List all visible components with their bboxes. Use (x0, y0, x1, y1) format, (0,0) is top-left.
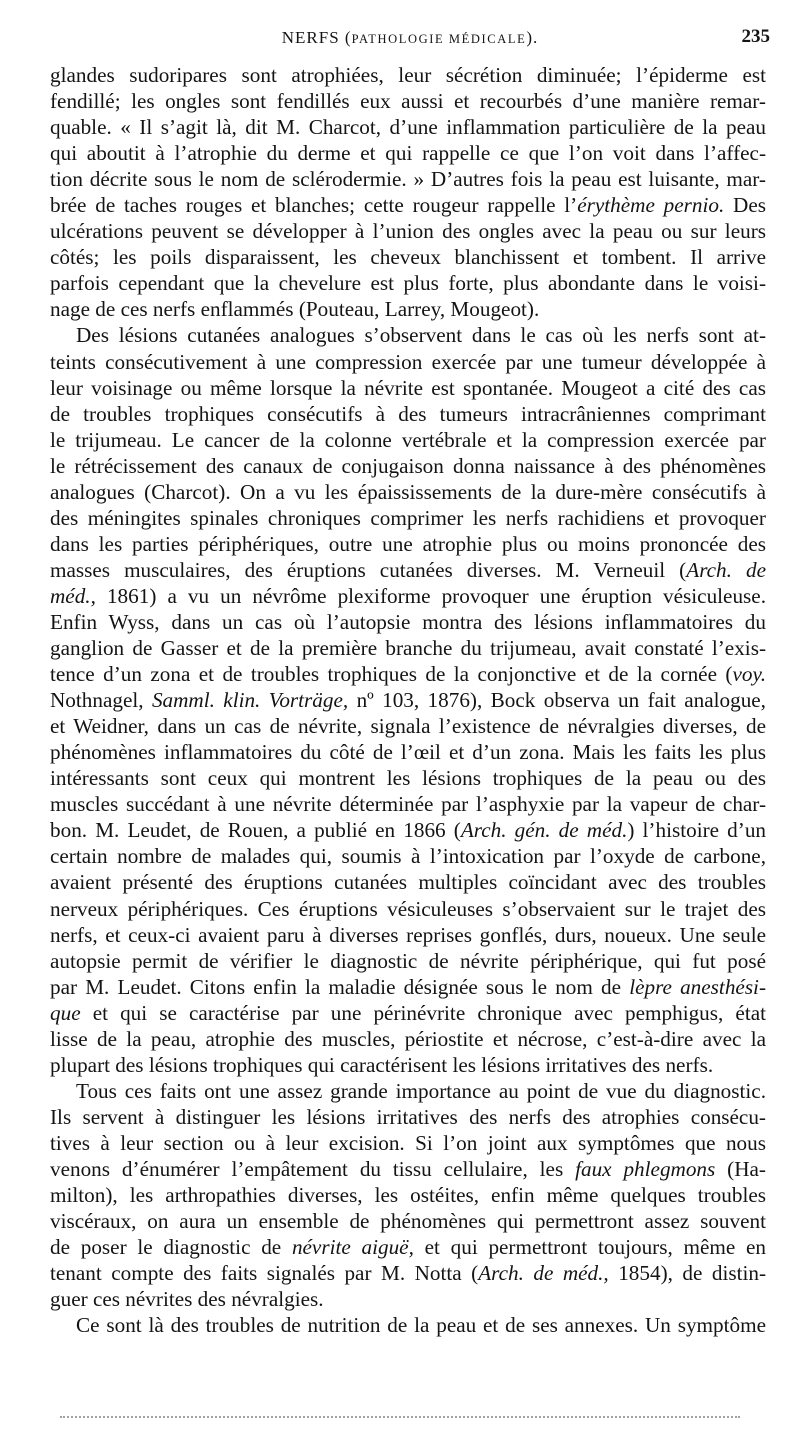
text-line (50, 1052, 766, 1078)
text-run: dans les parties périphériques, outre une atrophie plus ou moins prononcée des (50, 531, 766, 556)
text-run: (Ha- (715, 1156, 766, 1181)
running-title-subject: PATHOLOGIE MÉDICALE (351, 32, 527, 46)
text-line (50, 140, 766, 166)
text-run: viscéraux, on aura un ensemble de phénomènes qui permettront assez souvent (50, 1209, 766, 1234)
text-run: phénomènes inflammatoires du côté de l’œil et d’un zona. Mais les faits les plus (50, 740, 766, 765)
text-run: nage de ces nerfs enflammés (Pouteau, Larrey, Mougeot). (50, 297, 540, 322)
text-run: certain nombre de malades qui, soumis à l’intoxication par l’oxyde de carbone, (50, 844, 766, 869)
text-run: et qui se caractérise par une périnévrite chronique avec pemphigus, état (80, 1000, 766, 1025)
text-run: glandes sudoripares sont atrophiées, leur sécrétion diminuée; l’épiderme est (50, 63, 766, 87)
text-line (50, 687, 766, 713)
text-run: Enfin Wyss, dans un cas où l’autopsie montra des lésions inflammatoires du (50, 609, 766, 634)
text-run: venons d’énumérer l’empâtement du tissu cellulaire, les (50, 1156, 576, 1181)
italic-run: lèpre anesthési- (629, 974, 767, 999)
text-run: autopsie permit de vérifier le diagnostic de névrite périphérique, qui fut posé (50, 948, 766, 973)
italic-run: Arch. de méd., (478, 1261, 609, 1286)
text-line (50, 583, 766, 609)
text-line (50, 166, 766, 192)
text-run: quable. « Il s’agit là, dit M. Charcot, d’une inflammation particulière de la peau (50, 115, 766, 140)
text-run: de troubles trophiques consécutifs à des tumeurs intracrâniennes comprimant (50, 401, 766, 426)
text-line (50, 244, 766, 270)
text-run: Des lésions cutanées analogues s’observent dans le cas où les nerfs sont at- (76, 323, 766, 348)
text-run: nerfs, et ceux-ci avaient paru à diverses reprises gonflés, durs, noueux. Une seule (50, 922, 766, 947)
text-run: guer ces névrites des névralgies. (50, 1287, 324, 1312)
text-line (50, 948, 766, 974)
text-line (50, 427, 766, 453)
text-run: avaient présenté des éruptions cutanées multiples coïncidant avec des troubles (50, 870, 766, 895)
text-line (50, 843, 766, 869)
text-line (50, 401, 766, 427)
italic-run: que (50, 1000, 81, 1025)
text-line (50, 1130, 766, 1156)
text-line (50, 1208, 766, 1234)
italic-run: méd., (50, 583, 96, 608)
text-run: Ce sont là des troubles de nutrition de la peau et de ses annexes. Un symptôme (76, 1313, 766, 1338)
text-run: qui aboutit à l’atrophie du derme et qui rappelle ce que l’on voit dans l’affec- (50, 141, 766, 166)
text-run: brée de taches rouges et blanches; cette rougeur rappelle l’ (50, 193, 578, 218)
text-run: plupart des lésions trophiques qui caractérisent les lésions irritatives des nerfs. (50, 1052, 714, 1077)
text-line (50, 531, 766, 557)
text-run: lisse de la peau, atrophie des muscles, périostite et nécrose, c’est-à-dire avec la (50, 1026, 766, 1051)
text-run: intéressants sont ceux qui montrent les lésions trophiques de la peau ou des (50, 766, 766, 791)
text-run: côtés; les poils disparaissent, les cheveux blanchissent et tombent. Il arrive (50, 245, 766, 270)
text-line (50, 375, 766, 401)
text-run: et Weidner, dans un cas de névrite, signala l’existence de névralgies diverses, de (50, 714, 766, 739)
text-line (50, 635, 766, 661)
text-line (50, 1182, 766, 1208)
text-line (50, 349, 766, 375)
text-line (50, 88, 766, 114)
text-run: ulcérations peuvent se développer à l’union des ongles avec la peau ou sur leurs (50, 219, 766, 244)
text-line (50, 296, 766, 322)
text-line (50, 1312, 766, 1338)
text-run: Ils servent à distinguer les lésions irritatives des nerfs des atrophies consécu- (50, 1104, 766, 1129)
text-run: muscles succédant à une névrite déterminée par l’asphyxie par la vapeur de char- (50, 792, 766, 817)
text-line (50, 1078, 766, 1104)
text-run: tenant compte des faits signalés par M. Notta ( (50, 1261, 479, 1286)
text-run: nerveux périphériques. Ces éruptions vésiculeuses s’observaient sur le trajet des (50, 896, 766, 921)
italic-run: névrite aiguë, (291, 1235, 414, 1260)
italic-run: faux phlegmons (575, 1156, 716, 1181)
text-line (50, 661, 766, 687)
text-run: analogues (Charcot). On a vu les épaississements de la dure-mère consécutifs à (50, 479, 766, 504)
text-run: le trijumeau. Le cancer de la colonne vertébrale et la compression exercée par (50, 427, 766, 452)
text-run: tives à leur section ou à leur excision. Si l’on joint aux symptômes que nous (50, 1130, 766, 1155)
running-title-main: NERFS ( (281, 28, 352, 47)
text-run: bon. M. Leudet, de Rouen, a publié en 1866 ( (50, 818, 461, 843)
text-line (50, 1156, 766, 1182)
text-line (50, 922, 766, 948)
text-line (50, 765, 766, 791)
text-line (50, 739, 766, 765)
text-line (50, 62, 766, 88)
text-line (50, 1286, 766, 1312)
text-line (50, 453, 766, 479)
italic-run: Arch. de (686, 557, 766, 582)
text-run: leur voisinage ou même lorsque la névrite est spontanée. Mougeot a cité des cas (50, 375, 766, 400)
text-run: le rétrécissement des canaux de conjugaison donna naissance à des phénomènes (50, 453, 766, 478)
text-line (50, 609, 766, 635)
text-line (50, 218, 766, 244)
text-run: 1861) a vu un névrôme plexiforme provoquer une éruption vésiculeuse. (95, 583, 766, 608)
text-run: tion décrite sous le nom de sclérodermie. » D’autres fois la peau est luisante, mar- (50, 167, 766, 192)
text-run: ) l’histoire d’un (627, 818, 767, 843)
italic-run: voy. (732, 662, 766, 687)
text-line (50, 322, 766, 348)
text-line (50, 192, 766, 218)
text-run: Nothnagel, (50, 688, 152, 713)
running-title (50, 28, 770, 48)
text-run: et qui permettront toujours, même en (413, 1235, 766, 1260)
text-run: milton), les arthropathies diverses, les ostéites, enfin même quelques troubles (50, 1183, 766, 1208)
text-run: nº 103, 1876), Bock observa un fait analogue, (348, 688, 766, 713)
text-line (50, 1234, 766, 1260)
text-line (50, 1104, 766, 1130)
text-line (50, 817, 766, 843)
page-number: 235 (741, 26, 770, 47)
text-line (50, 1026, 766, 1052)
text-run: Des (724, 193, 767, 218)
text-run: 1854), de distin- (608, 1261, 766, 1286)
text-run: par M. Leudet. Citons enfin la maladie désignée sous le nom de (50, 974, 630, 999)
text-line (50, 896, 766, 922)
italic-run: Samml. klin. Vorträge, (151, 688, 349, 713)
text-line (50, 1260, 766, 1286)
text-line (50, 869, 766, 895)
text-run: Tous ces faits ont une assez grande importance au point de vue du diagnostic. (76, 1078, 766, 1103)
text-line (50, 713, 766, 739)
text-line (50, 557, 766, 583)
running-head (50, 20, 770, 50)
text-line (50, 114, 766, 140)
text-run: ganglion de Gasser et de la première branche du trijumeau, avait constaté l’exis- (50, 636, 766, 661)
text-line (50, 270, 766, 296)
text-line (50, 974, 766, 1000)
text-run: teints consécutivement à une compression exercée par une tumeur développée à (50, 349, 766, 374)
text-run: de poser le diagnostic de (50, 1235, 292, 1260)
text-run: des méningites spinales chroniques comprimer les nerfs rachidiens et provoquer (50, 505, 766, 530)
bottom-rule (60, 1416, 740, 1418)
text-line (50, 1000, 766, 1026)
text-run: masses musculaires, des éruptions cutanées diverses. M. Verneuil ( (50, 557, 687, 582)
text-line (50, 479, 766, 505)
italic-run: Arch. gén. de méd. (460, 818, 628, 843)
text-run: fendillé; les ongles sont fendillés eux aussi et recourbés d’une manière remar- (50, 89, 766, 114)
running-title-end: ). (526, 28, 539, 47)
body-text (50, 62, 766, 1338)
text-run: parfois cependant que la chevelure est plus forte, plus abondante dans le voisi- (50, 271, 766, 296)
italic-run: érythème pernio. (577, 193, 725, 218)
text-line (50, 505, 766, 531)
text-line (50, 791, 766, 817)
text-run: tence d’un zona et de troubles trophiques de la conjonctive et de la cornée ( (50, 662, 733, 687)
